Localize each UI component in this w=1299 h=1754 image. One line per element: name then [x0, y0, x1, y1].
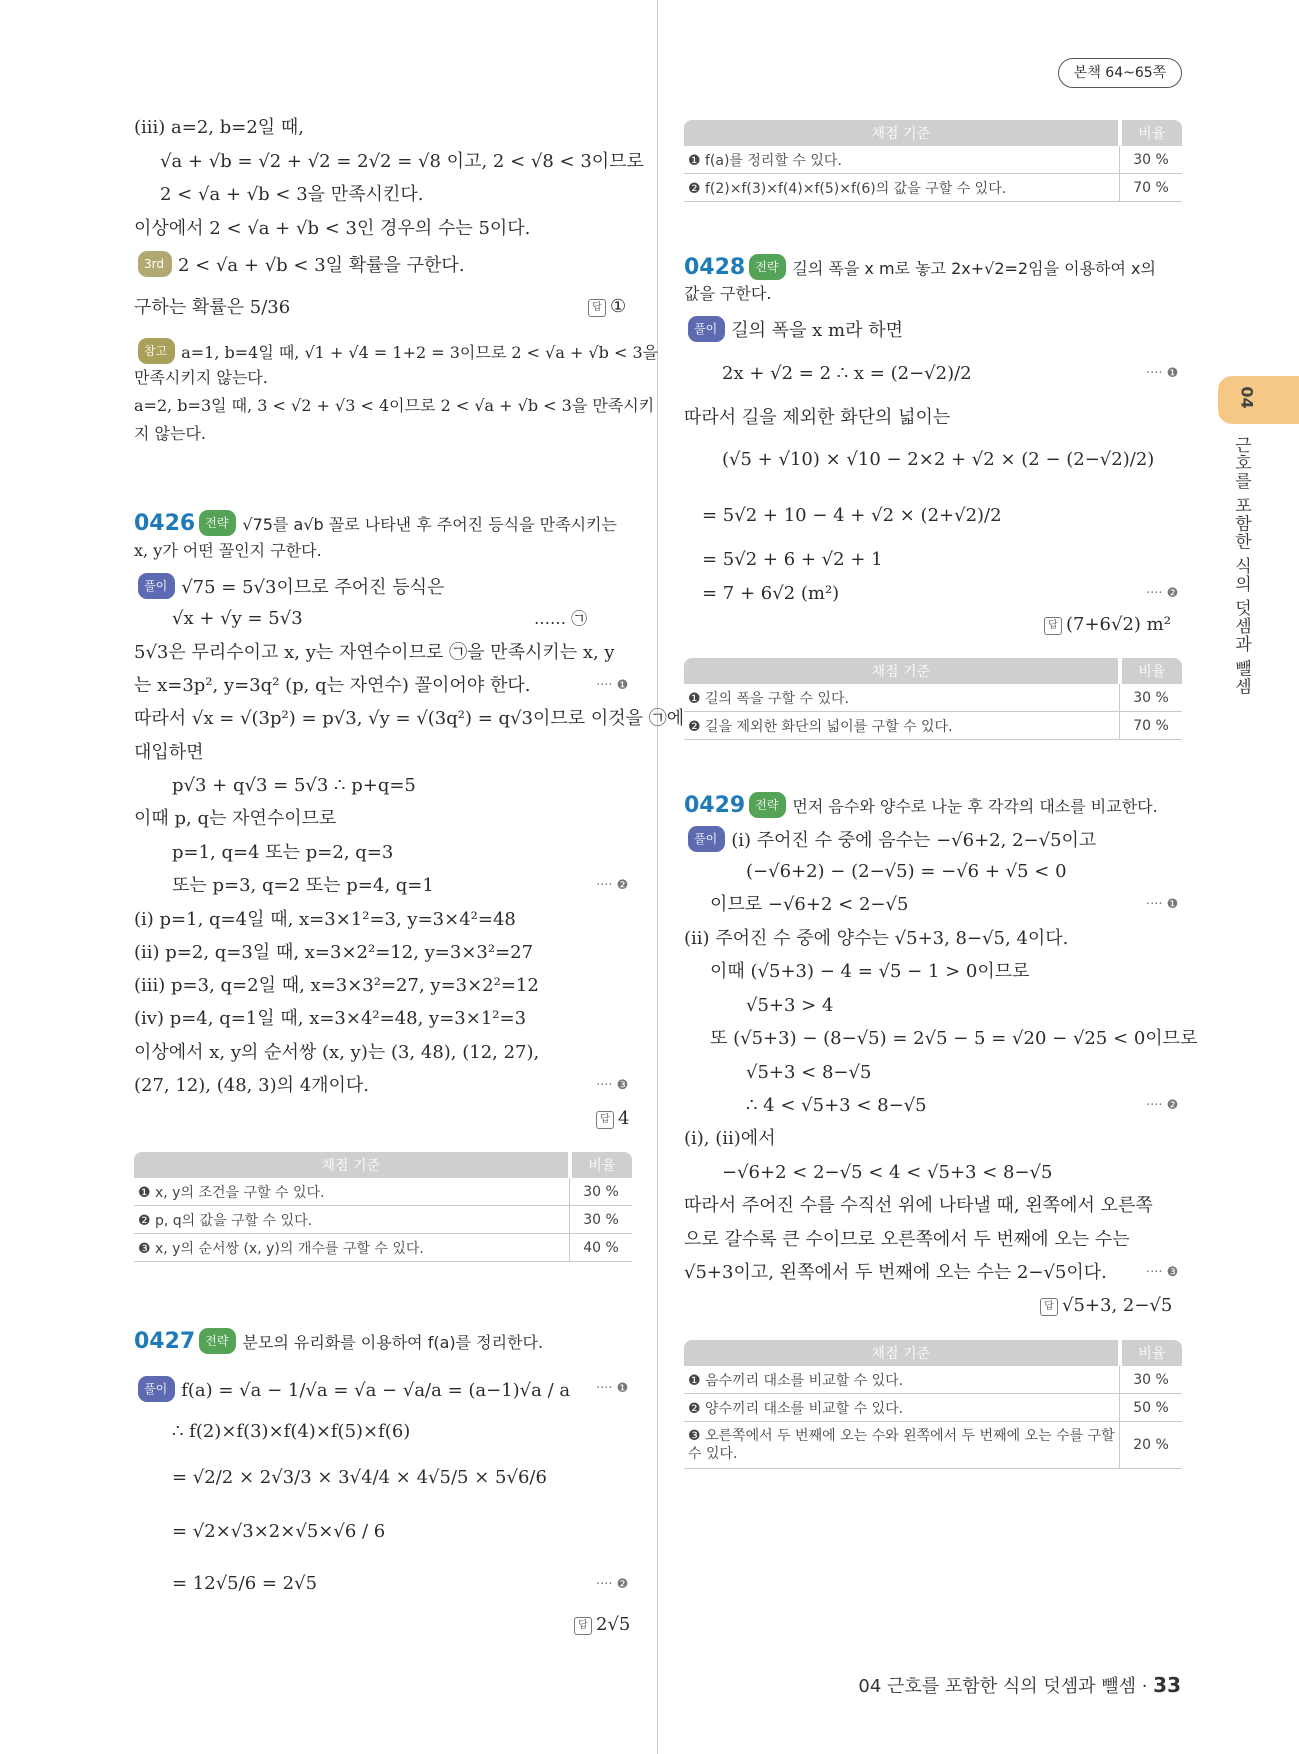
problem-number: 0426	[134, 511, 196, 536]
solution-text: √75 = 5√3이므로 주어진 등식은	[181, 577, 445, 598]
case-line: (iii) p=3, q=2일 때, x=3×3²=27, y=3×2²=12	[134, 975, 539, 996]
problem-0427-heading	[134, 1328, 543, 1355]
table-row	[684, 712, 1182, 740]
equation-line: √5+3 > 4	[746, 995, 834, 1016]
step-marker-3: ···· ❸	[1146, 1265, 1179, 1280]
step-marker-3: ···· ❸	[596, 1078, 629, 1093]
equation-marker: …… ㉠	[534, 609, 588, 628]
text-line: 지 않는다.	[134, 424, 206, 443]
table-row	[684, 1394, 1182, 1422]
problem-0429-heading	[684, 792, 1158, 819]
equation-line: ∴ f(2)×f(3)×f(4)×f(5)×f(6)	[172, 1421, 411, 1442]
answer-value: (7+6√2) m²	[1066, 614, 1171, 635]
answer-icon: 답	[574, 1617, 592, 1635]
grading-table-0429	[684, 1340, 1182, 1469]
text-line: 이상에서 2 < √a + √b < 3인 경우의 수는 5이다.	[134, 218, 531, 239]
strategy-text: 분모의 유리화를 이용하여 f(a)를 정리한다.	[242, 1333, 544, 1352]
text-line: 이상에서 x, y의 순서쌍 (x, y)는 (3, 48), (12, 27),	[134, 1042, 540, 1063]
ratio-cell: 30 %	[570, 1206, 633, 1234]
equation-line: = √2×√3×2×√5×√6 / 6	[172, 1521, 386, 1542]
solution-label: 풀이	[688, 316, 725, 342]
strategy-text: √75를 a√b 꼴로 나타낸 후 주어진 등식을 만족시키는	[242, 515, 617, 534]
grading-header-criteria: 채점 기준	[684, 1340, 1120, 1366]
ratio-cell: 70 %	[1120, 174, 1183, 202]
problem-number: 0428	[684, 255, 746, 280]
note-text: a=1, b=4일 때, √1 + √4 = 1+2 = 3이므로 2 < √a + √b < 3을	[181, 343, 659, 362]
answer-value: √5+3, 2−√5	[1062, 1295, 1173, 1316]
criteria-cell: ❶ f(a)를 정리할 수 있다.	[684, 146, 1120, 174]
problem-number: 0427	[134, 1329, 196, 1354]
equation-line: = 12√5/6 = 2√5	[172, 1573, 318, 1594]
table-row	[684, 1366, 1182, 1394]
ratio-cell: 30 %	[570, 1178, 633, 1206]
answer-line	[1044, 614, 1171, 635]
ratio-cell: 30 %	[1120, 684, 1183, 712]
text-line: 대입하면	[134, 742, 204, 763]
step-marker-2: ···· ❷	[596, 878, 629, 893]
answer-icon: 답	[588, 299, 606, 317]
ratio-cell: 30 %	[1120, 1366, 1183, 1394]
answer-line	[574, 1614, 630, 1635]
ratio-cell: 50 %	[1120, 1394, 1183, 1422]
grading-table-0426	[134, 1152, 632, 1262]
grading-header-criteria: 채점 기준	[684, 120, 1120, 146]
table-row	[134, 1178, 632, 1206]
table-row	[684, 146, 1182, 174]
page-footer: 04 근호를 포함한 식의 덧셈과 뺄셈 · 33	[858, 1673, 1181, 1697]
grading-header-ratio: 비율	[1120, 120, 1183, 146]
solution-line	[134, 573, 444, 600]
answer-value: 2√5	[596, 1614, 631, 1635]
step-line	[134, 251, 465, 278]
text-line: x, y가 어떤 꼴인지 구한다.	[134, 541, 322, 560]
column-divider	[657, 0, 658, 1754]
step-marker-1: ···· ❶	[596, 678, 629, 693]
equation-line: = 5√2 + 10 − 4 + √2 × (2+√2)/2	[702, 505, 1002, 526]
step-marker-2: ···· ❷	[596, 1577, 629, 1592]
solution-text: f(a) = √a − 1/√a = √a − √a/a = (a−1)√a / a	[181, 1380, 571, 1401]
grading-table-0428	[684, 658, 1182, 740]
answer-icon: 답	[1044, 617, 1062, 635]
criteria-cell: ❶ 음수끼리 대소를 비교할 수 있다.	[684, 1366, 1120, 1394]
chapter-number: 04	[1237, 386, 1257, 409]
text-line: p=1, q=4 또는 p=2, q=3	[172, 842, 394, 863]
case-line: (iv) p=4, q=1일 때, x=3×4²=48, y=3×1²=3	[134, 1008, 527, 1029]
step-text: 2 < √a + √b < 3일 확률을 구한다.	[177, 255, 465, 276]
answer-icon: 답	[1040, 1298, 1058, 1316]
table-row	[684, 1422, 1182, 1469]
text-line: 또 (√5+3) − (8−√5) = 2√5 − 5 = √20 − √25 < 0이므로	[710, 1028, 1198, 1049]
criteria-cell: ❷ p, q의 값을 구할 수 있다.	[134, 1206, 570, 1234]
note-label: 참고	[138, 338, 175, 364]
text-line: 2 < √a + √b < 3을 만족시킨다.	[160, 184, 424, 205]
ratio-cell: 40 %	[570, 1234, 633, 1262]
solution-text: (i) 주어진 수 중에 음수는 −√6+2, 2−√5이고	[731, 830, 1097, 851]
text-line: (iii) a=2, b=2일 때,	[134, 117, 305, 138]
criteria-cell: ❷ f(2)×f(3)×f(4)×f(5)×f(6)의 값을 구할 수 있다.	[684, 174, 1120, 202]
text-line: 만족시키지 않는다.	[134, 368, 268, 387]
text-line: 구하는 확률은 5/36	[134, 297, 291, 318]
grading-header-ratio: 비율	[1120, 1340, 1183, 1366]
text-line: 이때 p, q는 자연수이므로	[134, 808, 337, 829]
equation-line: = √2/2 × 2√3/3 × 3√4/4 × 4√5/5 × 5√6/6	[172, 1467, 547, 1488]
grading-header-ratio: 비율	[570, 1152, 633, 1178]
grading-header-criteria: 채점 기준	[134, 1152, 570, 1178]
text-line: (ii) 주어진 수 중에 양수는 √5+3, 8−√5, 4이다.	[684, 928, 1069, 949]
strategy-label: 전략	[749, 254, 786, 280]
answer-line	[596, 1108, 629, 1129]
criteria-cell: ❸ 오른쪽에서 두 번째에 오는 수와 왼쪽에서 두 번째에 오는 수를 구할 수 있다.	[684, 1422, 1120, 1469]
text-line: 따라서 주어진 수를 수직선 위에 나타낼 때, 왼쪽에서 오른쪽	[684, 1195, 1153, 1216]
answer-value: ①	[610, 296, 627, 317]
step-marker-1: ···· ❶	[1146, 897, 1179, 912]
text-line: 값을 구한다.	[684, 284, 772, 303]
criteria-cell: ❷ 양수끼리 대소를 비교할 수 있다.	[684, 1394, 1120, 1422]
chapter-side-title: 근호를 포함한 식의 덧셈과 뺄셈	[1231, 436, 1251, 696]
equation-line: 2x + √2 = 2 ∴ x = (2−√2)/2	[722, 363, 972, 384]
table-row	[134, 1206, 632, 1234]
equation-line: √5+3 < 8−√5	[746, 1062, 872, 1083]
criteria-cell: ❷ 길을 제외한 화단의 넓이를 구할 수 있다.	[684, 712, 1120, 740]
text-line: 는 x=3p², y=3q² (p, q는 자연수) 꼴이어야 한다.	[134, 675, 531, 696]
solution-label: 풀이	[138, 573, 175, 599]
text-line: a=2, b=3일 때, 3 < √2 + √3 < 4이므로 2 < √a + √b < 3을 만족시키	[134, 396, 655, 415]
criteria-cell: ❸ x, y의 순서쌍 (x, y)의 개수를 구할 수 있다.	[134, 1234, 570, 1262]
ratio-cell: 70 %	[1120, 712, 1183, 740]
solution-line	[134, 1376, 570, 1403]
text-line: 따라서 길을 제외한 화단의 넓이는	[684, 407, 951, 428]
problem-0428-heading	[684, 254, 1156, 281]
grading-header-criteria: 채점 기준	[684, 658, 1120, 684]
ratio-cell: 20 %	[1120, 1422, 1183, 1469]
chapter-side-tab	[1218, 376, 1299, 424]
text-line: 이때 (√5+3) − 4 = √5 − 1 > 0이므로	[710, 961, 1030, 982]
text-line: 5√3은 무리수이고 x, y는 자연수이므로 ㉠을 만족시키는 x, y	[134, 642, 615, 663]
text-line: (i), (ii)에서	[684, 1128, 776, 1149]
text-line: 으로 갈수록 큰 수이므로 오른쪽에서 두 번째에 오는 수는	[684, 1229, 1130, 1250]
text-line: 따라서 √x = √(3p²) = p√3, √y = √(3q²) = q√3이므로 이것을 ㉠에	[134, 708, 685, 729]
table-row	[134, 1234, 632, 1262]
equation-line: 이므로 −√6+2 < 2−√5	[710, 894, 909, 915]
text-line: √a + √b = √2 + √2 = 2√2 = √8 이고, 2 < √8 < 3이므로	[160, 151, 644, 172]
problem-0426-heading	[134, 510, 617, 537]
solution-line	[684, 316, 903, 343]
note-line	[134, 338, 658, 365]
grading-table-0427	[684, 120, 1182, 202]
page-range-badge: 본책 64~65쪽	[1058, 58, 1182, 88]
grading-header-ratio: 비율	[1120, 658, 1183, 684]
strategy-label: 전략	[199, 510, 236, 536]
strategy-label: 전략	[199, 1328, 236, 1354]
answer-icon: 답	[596, 1111, 614, 1129]
equation-line: = 5√2 + 6 + √2 + 1	[702, 549, 883, 570]
text-line: √5+3이고, 왼쪽에서 두 번째에 오는 수는 2−√5이다.	[684, 1262, 1107, 1283]
case-line: (i) p=1, q=4일 때, x=3×1²=3, y=3×4²=48	[134, 909, 516, 930]
step-marker-2: ···· ❷	[1146, 586, 1179, 601]
equation-line: ∴ 4 < √5+3 < 8−√5	[746, 1095, 927, 1116]
step-label: 3rd	[138, 251, 172, 277]
strategy-text: 먼저 음수와 양수로 나눈 후 각각의 대소를 비교한다.	[792, 797, 1158, 816]
table-row	[684, 684, 1182, 712]
strategy-text: 길의 폭을 x m로 놓고 2x+√2=2임을 이용하여 x의	[792, 259, 1156, 278]
solution-line	[684, 826, 1096, 853]
step-marker-1: ···· ❶	[1146, 366, 1179, 381]
answer-value: 4	[618, 1108, 630, 1129]
solution-label: 풀이	[138, 1376, 175, 1402]
solution-text: 길의 폭을 x m라 하면	[731, 320, 904, 341]
equation-line: = 7 + 6√2 (m²)	[702, 583, 840, 604]
solution-label: 풀이	[688, 826, 725, 852]
equation-line: p√3 + q√3 = 5√3 ∴ p+q=5	[172, 775, 416, 796]
footer-chapter: 04 근호를 포함한 식의 덧셈과 뺄셈	[858, 1676, 1136, 1697]
page-number: 33	[1153, 1673, 1181, 1697]
text-line: (27, 12), (48, 3)의 4개이다.	[134, 1075, 370, 1096]
equation-line: (√5 + √10) × √10 − 2×2 + √2 × (2 − (2−√2)/2)	[722, 449, 1155, 470]
problem-number: 0429	[684, 793, 746, 818]
equation-line: (−√6+2) − (2−√5) = −√6 + √5 < 0	[746, 861, 1067, 882]
answer-line	[1040, 1295, 1172, 1316]
step-marker-2: ···· ❷	[1146, 1098, 1179, 1113]
equation-line: −√6+2 < 2−√5 < 4 < √5+3 < 8−√5	[722, 1162, 1053, 1183]
equation-line: √x + √y = 5√3	[172, 608, 303, 629]
ratio-cell: 30 %	[1120, 146, 1183, 174]
answer-line	[588, 296, 626, 317]
text-line: 또는 p=3, q=2 또는 p=4, q=1	[172, 875, 434, 896]
criteria-cell: ❶ 길의 폭을 구할 수 있다.	[684, 684, 1120, 712]
strategy-label: 전략	[749, 792, 786, 818]
criteria-cell: ❶ x, y의 조건을 구할 수 있다.	[134, 1178, 570, 1206]
case-line: (ii) p=2, q=3일 때, x=3×2²=12, y=3×3²=27	[134, 942, 534, 963]
table-row	[684, 174, 1182, 202]
step-marker-1: ···· ❶	[596, 1381, 629, 1396]
